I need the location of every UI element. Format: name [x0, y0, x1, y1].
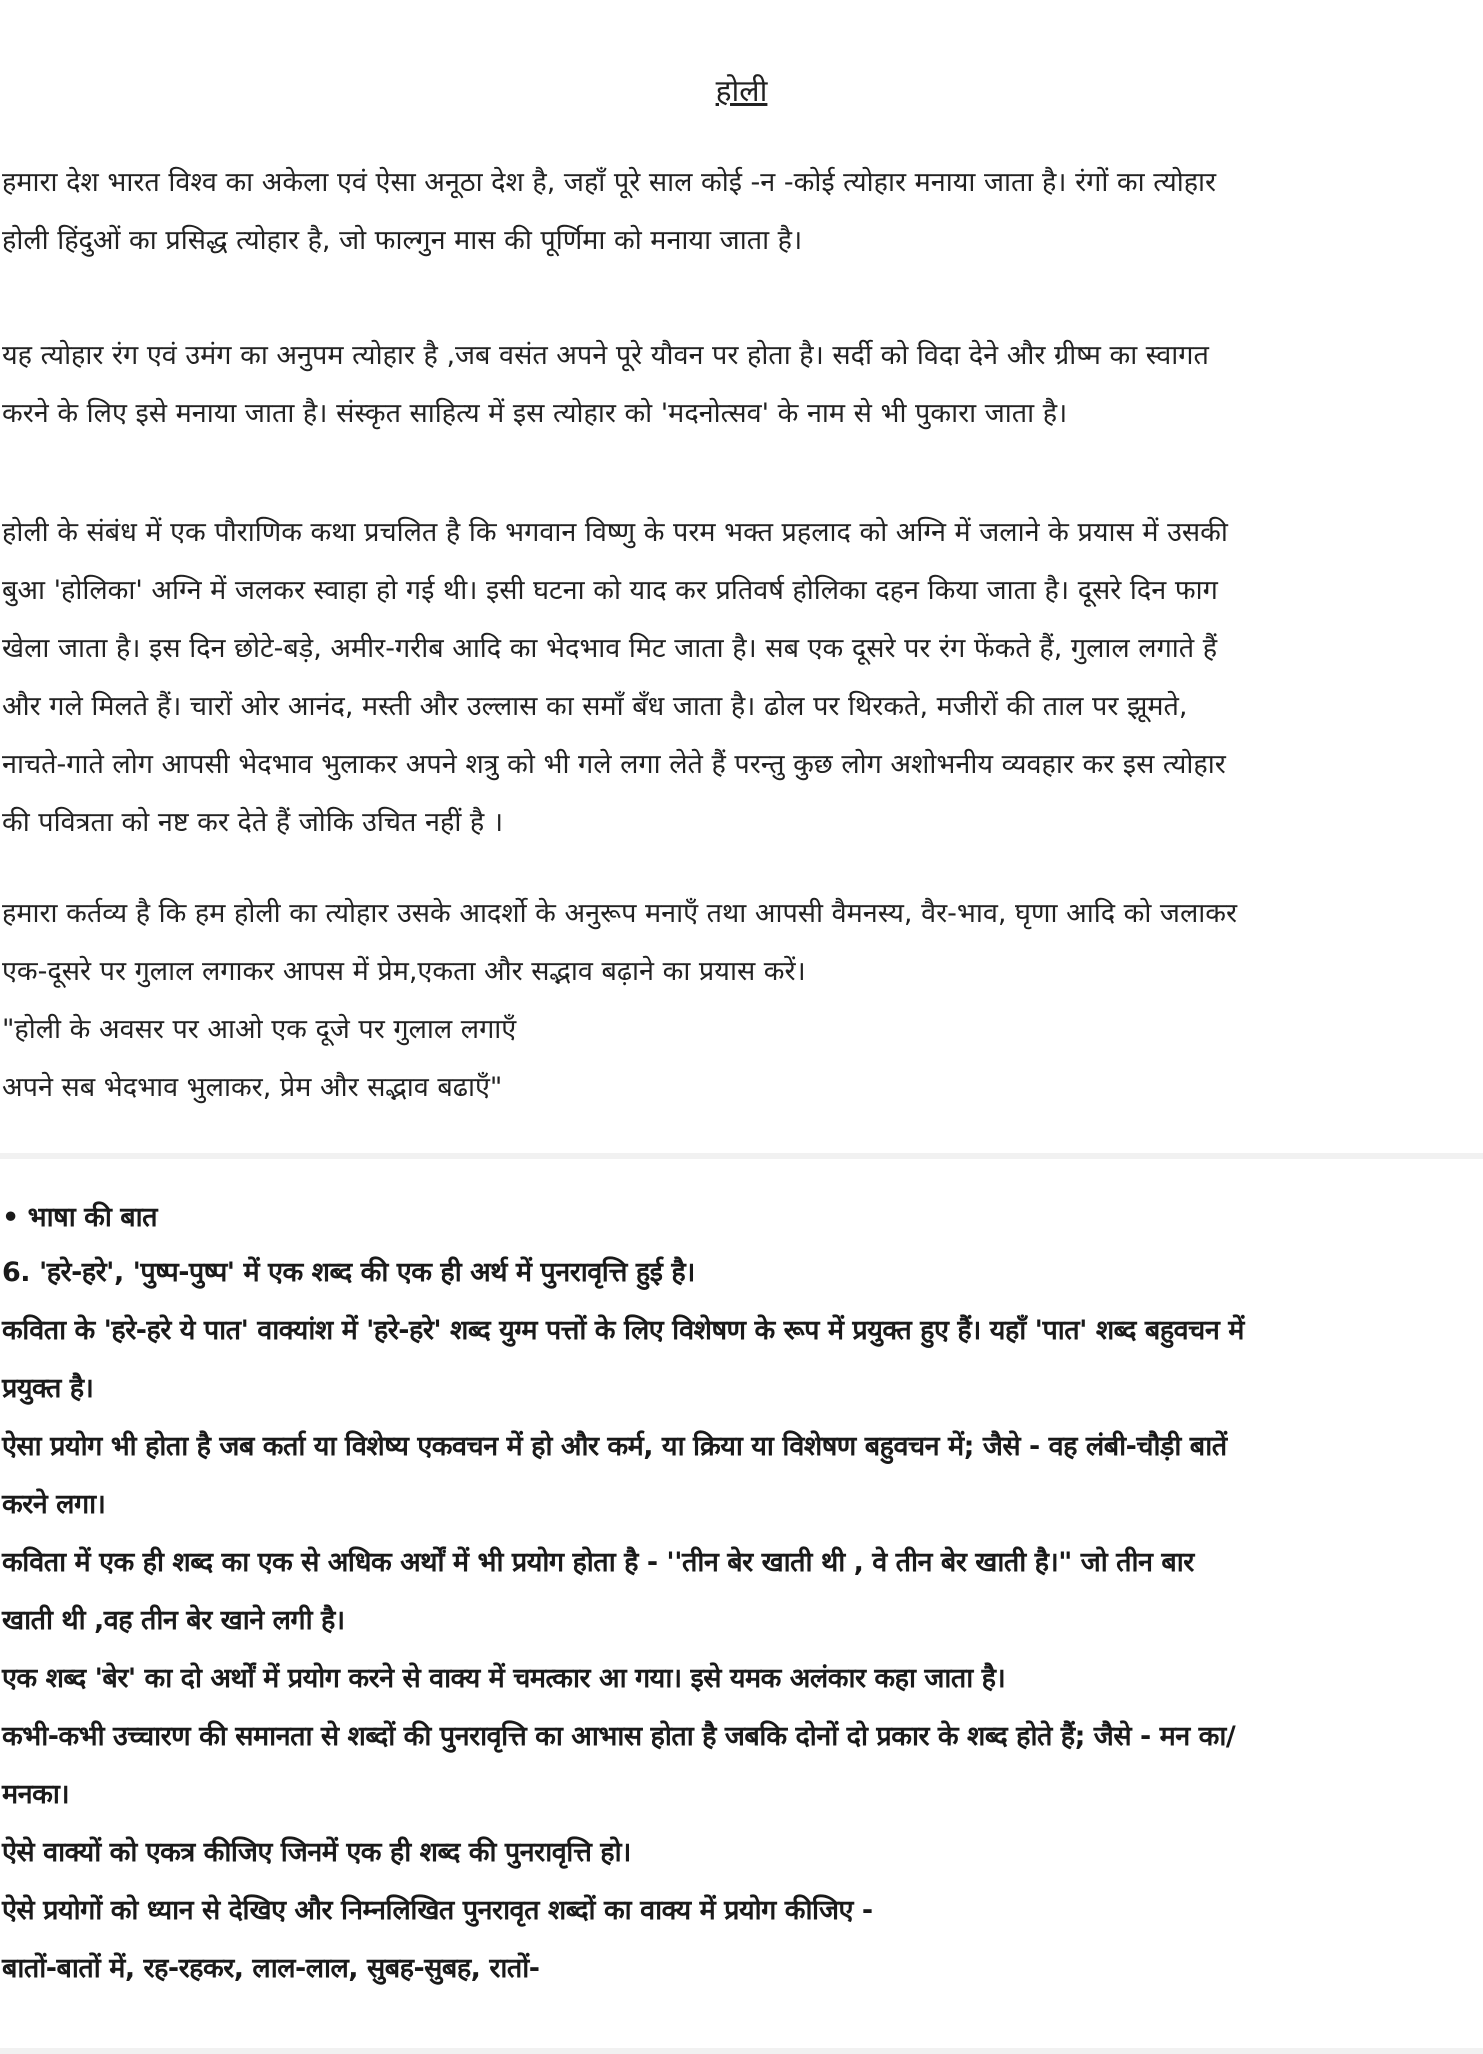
text-line: यह त्योहार रंग एवं उमंग का अनुपम त्योहार है ,जब वसंत अपने पूरे यौवन पर होता है। सर्दी को विदा देने और ग्रीष्म का स्वागत [2, 340, 1209, 371]
text-line: हमारा कर्तव्य है कि हम होली का त्योहार उसके आदर्शो के अनुरूप मनाएँ तथा आपसी वैमनस्य, वैर-भाव, घृणा आदि को जलाकर [2, 898, 1238, 929]
paragraph-legend [2, 504, 1228, 852]
page-title: होली [715, 74, 768, 109]
text-line: "होली के अवसर पर आओ एक दूजे पर गुलाल लगाएँ [2, 1014, 517, 1045]
text-line: 6. 'हरे-हरे', 'पुष्प-पुष्प' में एक शब्द की एक ही अर्थ में पुनरावृत्ति हुई है। [2, 1257, 695, 1288]
paragraph-season [2, 327, 1209, 443]
paragraph-intro [2, 154, 1216, 270]
text-line: ऐसा प्रयोग भी होता है जब कर्ता या विशेष्य एकवचन में हो और कर्म, या क्रिया या विशेषण बहुवचन में; जैसे - वह लंबी-चौड़ी बातें [2, 1431, 1227, 1462]
text-line: एक शब्द 'बेर' का दो अर्थों में प्रयोग करने से वाक्य में चमत्कार आ गया। इसे यमक अलंकार कहा जाता है। [2, 1663, 1006, 1694]
text-line: कविता के 'हरे-हरे ये पात' वाक्यांश में 'हरे-हरे' शब्द युग्म पत्तों के लिए विशेषण के रूप में प्रयुक्त हुए हैं। यहाँ 'पात' शब्द बहुवचन में [2, 1315, 1244, 1346]
section-heading: • भाषा की बात [2, 1202, 158, 1233]
text-line: बुआ 'होलिका' अग्नि में जलकर स्वाहा हो गई थी। इसी घटना को याद कर प्रतिवर्ष होलिका दहन किया जाता है। दूसरे दिन फाग [2, 575, 1218, 606]
language-heading-block [2, 1189, 157, 1247]
text-line: मनका। [2, 1779, 70, 1810]
text-line: खाती थी ,वह तीन बेर खाने लगी है। [2, 1605, 345, 1636]
section-divider [0, 1153, 1483, 1159]
bottom-divider [0, 2048, 1483, 2054]
text-line: ऐसे वाक्यों को एकत्र कीजिए जिनमें एक ही शब्द की पुनरावृत्ति हो। [2, 1837, 631, 1868]
text-line: होली हिंदुओं का प्रसिद्ध त्योहार है, जो फाल्गुन मास की पूर्णिमा को मनाया जाता है। [2, 225, 803, 256]
text-line: नाचते-गाते लोग आपसी भेदभाव भुलाकर अपने शत्रु को भी गले लगा लेते हैं परन्तु कुछ लोग अशोभनीय व्यवहार कर इस त्योहार [2, 749, 1226, 780]
text-line: की पवित्रता को नष्ट कर देते हैं जोकि उचित नहीं है । [2, 807, 504, 838]
text-line: कविता में एक ही शब्द का एक से अधिक अर्थों में भी प्रयोग होता है - ''तीन बेर खाती थी , वे तीन बेर खाती है।" जो तीन बार [2, 1547, 1194, 1578]
text-line: करने लगा। [2, 1489, 106, 1520]
text-line: होली के संबंध में एक पौराणिक कथा प्रचलित है कि भगवान विष्णु के परम भक्त प्रहलाद को अग्नि में जलाने के प्रयास में उसकी [2, 517, 1228, 548]
paragraph-duty [2, 885, 1237, 1117]
text-line: हमारा देश भारत विश्व का अकेला एवं ऐसा अनूठा देश है, जहाँ पूरे साल कोई -न -कोई त्योहार मनाया जाता है। रंगों का त्योहार [2, 167, 1217, 198]
text-line: प्रयुक्त है। [2, 1373, 94, 1404]
text-line: खेला जाता है। इस दिन छोटे-बड़े, अमीर-गरीब आदि का भेदभाव मिट जाता है। सब एक दूसरे पर रंग फेंकते हैं, गुलाल लगाते हैं [2, 633, 1218, 664]
text-line: ऐसे प्रयोगों को ध्यान से देखिए और निम्नलिखित पुनरावृत शब्दों का वाक्य में प्रयोग कीजिए - [2, 1895, 873, 1926]
text-line: करने के लिए इसे मनाया जाता है। संस्कृत साहित्य में इस त्योहार को 'मदनोत्सव' के नाम से भी पुकारा जाता है। [2, 398, 1068, 429]
text-line: कभी-कभी उच्चारण की समानता से शब्दों की पुनरावृत्ति का आभास होता है जबकि दोनों दो प्रकार के शब्द होते हैं; जैसे - मन का/ [2, 1721, 1236, 1752]
text-line: अपने सब भेदभाव भुलाकर, प्रेम और सद्भाव बढाएँ" [2, 1072, 503, 1103]
text-line: एक-दूसरे पर गुलाल लगाकर आपस में प्रेम,एकता और सद्भाव बढ़ाने का प्रयास करें। [2, 956, 806, 987]
text-line: बातों-बातों में, रह-रहकर, लाल-लाल, सुबह-सुबह, रातों- [2, 1953, 540, 1984]
text-line: और गले मिलते हैं। चारों ओर आनंद, मस्ती और उल्लास का समाँ बँध जाता है। ढोल पर थिरकते, मजीरों की ताल पर झूमते, [2, 691, 1188, 722]
language-exercise [2, 1244, 1244, 1998]
